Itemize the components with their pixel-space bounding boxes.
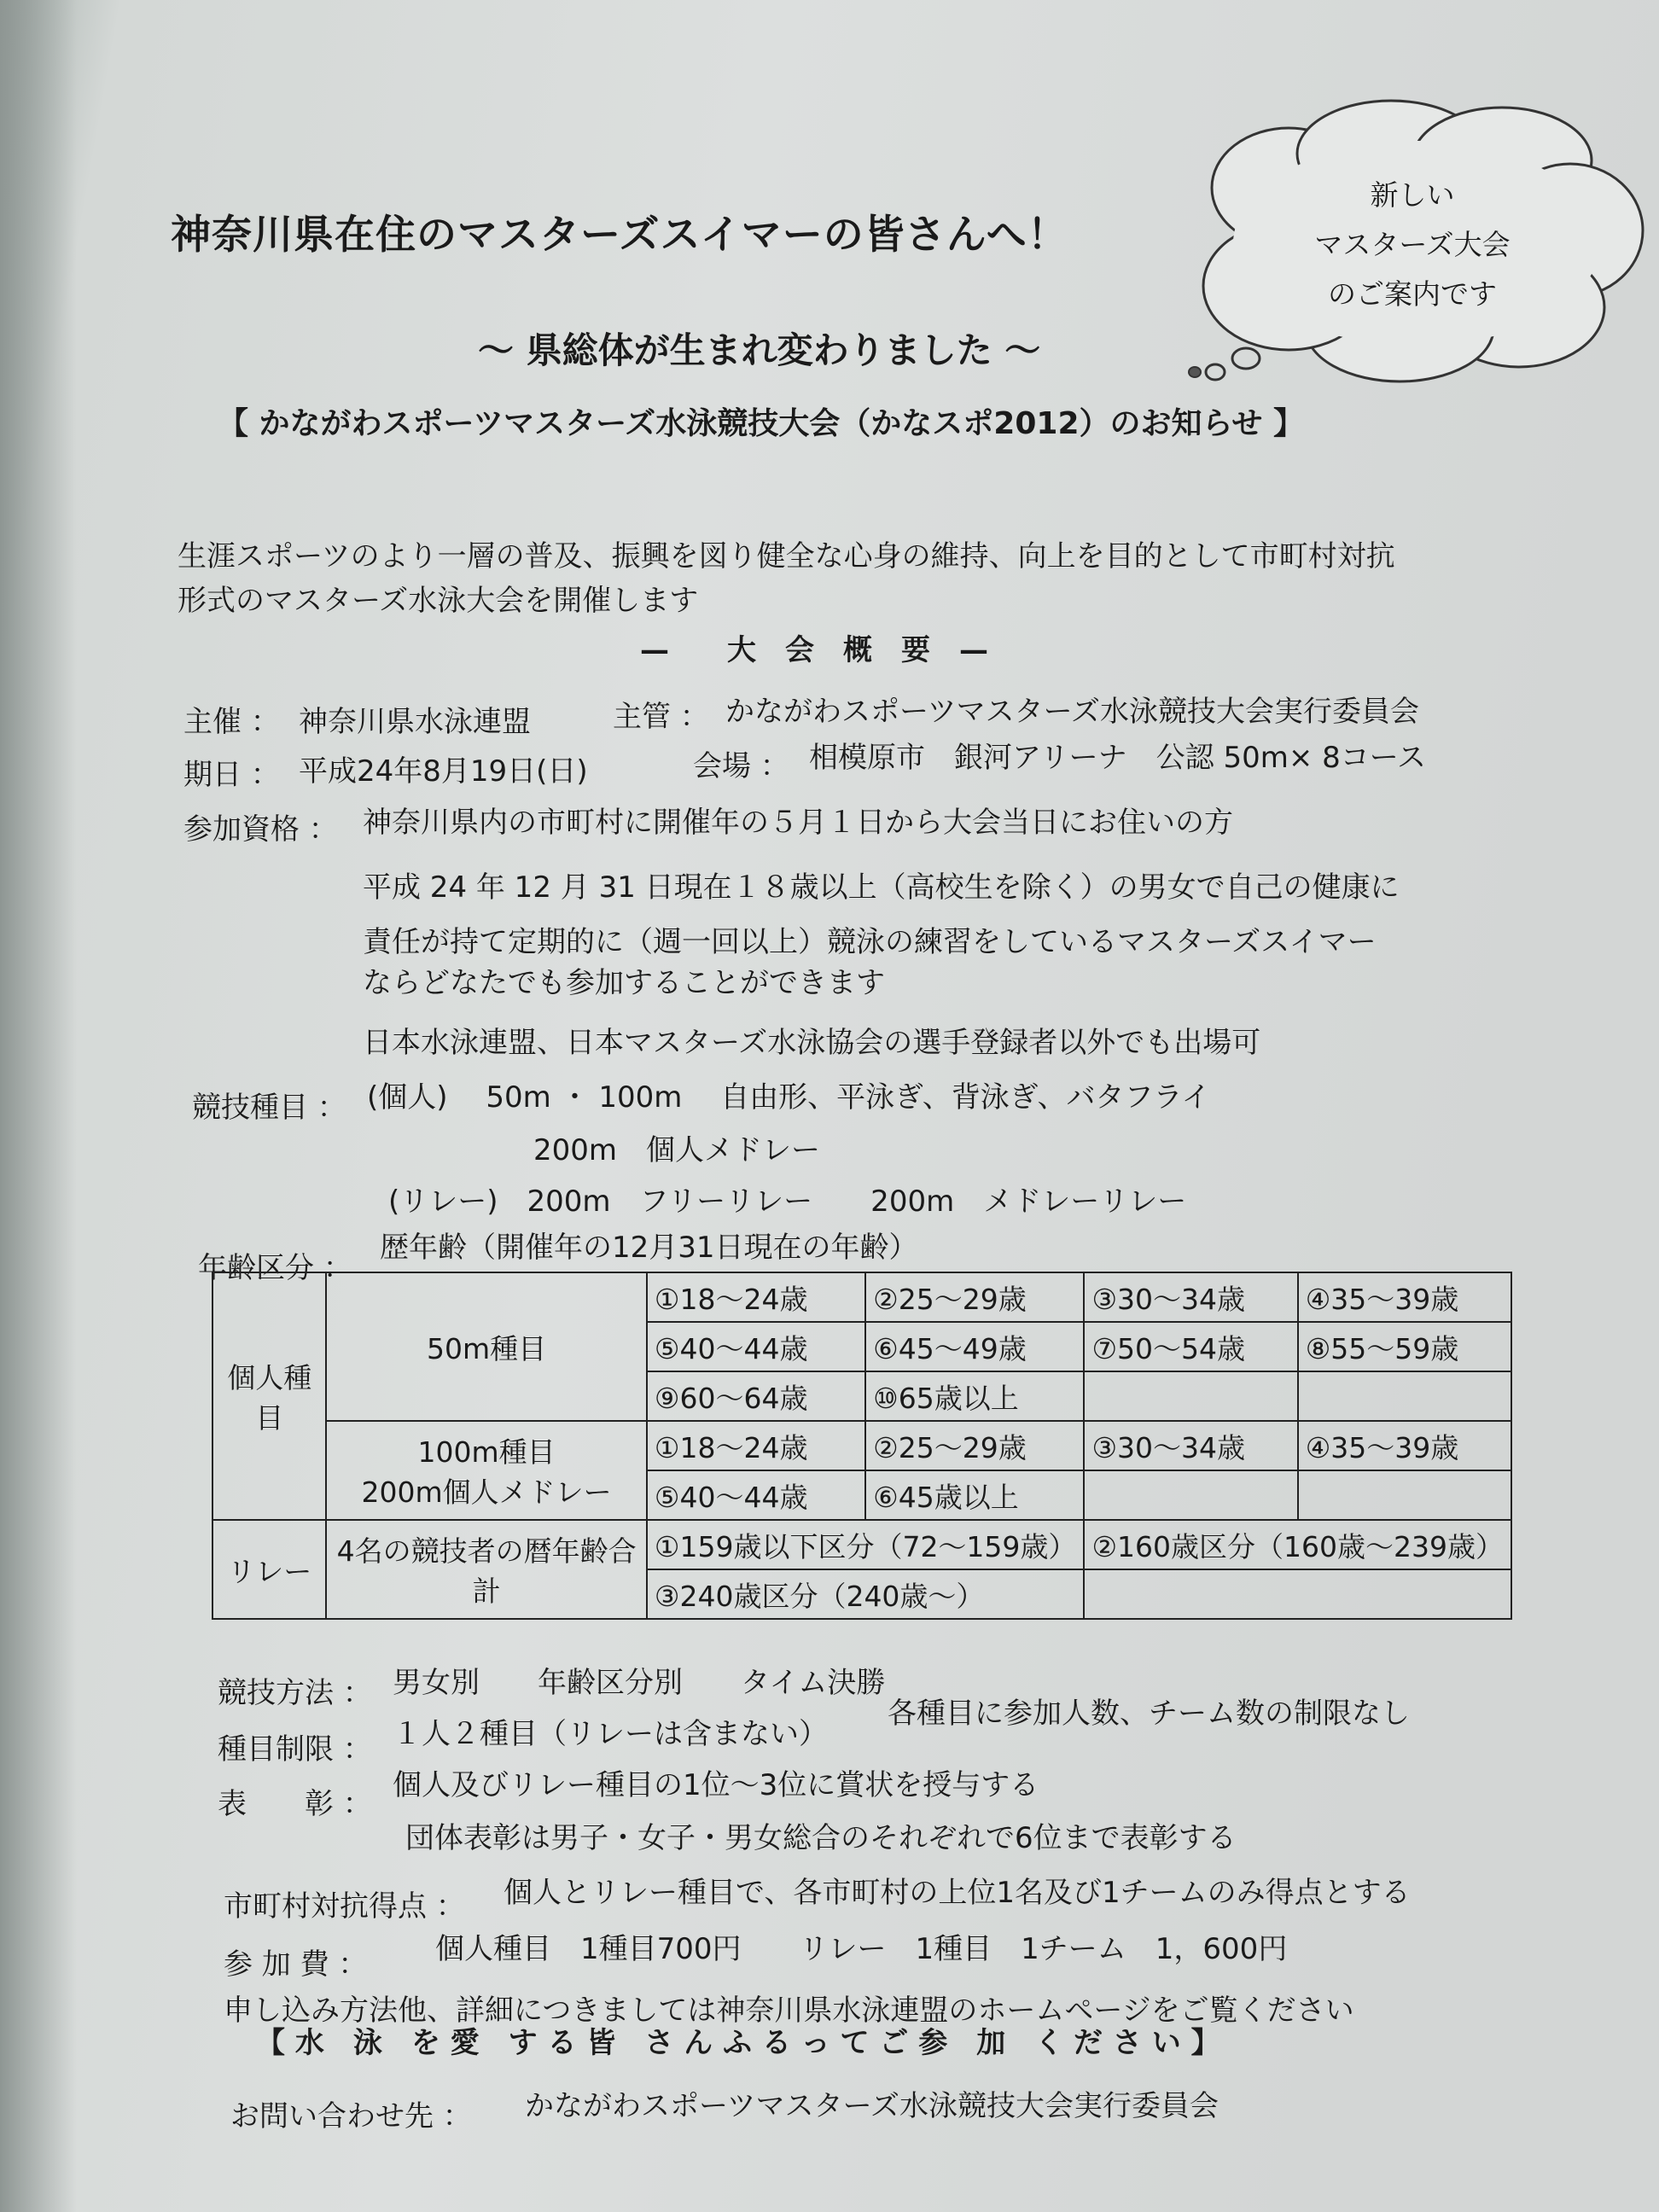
row-100m-label-1: 100m種目 (417, 1435, 556, 1469)
sponsor-value: 神奈川県水泳連盟 (299, 705, 531, 739)
limit-value: １人２種目（リレーは含まない） (393, 1717, 828, 1751)
apply-info: 申し込み方法他、詳細につきましては神奈川県水泳連盟のホームページをご覧ください (224, 1994, 1354, 2028)
age-cell: ⑨60～64歳 (647, 1371, 865, 1421)
age-cell: ⑤40～44歳 (647, 1322, 865, 1371)
individual-label: 個人種目 (212, 1272, 326, 1520)
points-value: 個人とリレー種目で、各市町村の上位1名及び1チームのみ得点とする (504, 1876, 1411, 1910)
relay-desc: 4名の競技者の暦年齢合計 (326, 1520, 647, 1619)
row-50m-label: 50m種目 (326, 1272, 647, 1421)
contact-label: お問い合わせ先 ： (230, 2099, 472, 2133)
relay-label: リレー (212, 1520, 326, 1619)
limit-value-2: 各種目に参加人数、チーム数の制限なし (888, 1697, 1410, 1731)
age-cell-empty (1298, 1470, 1511, 1520)
age-cell: ②25～29歳 (865, 1421, 1084, 1470)
age-cell: ④35～39歳 (1298, 1421, 1511, 1470)
age-cell-empty (1084, 1371, 1297, 1421)
sponsor-label: 主催 ： (183, 705, 280, 739)
age-label: 年齢区分 ： (198, 1251, 352, 1285)
row-100m-label (326, 1421, 647, 1520)
points-label: 市町村対抗得点 ： (224, 1889, 465, 1924)
page-title: 神奈川県在住のマスターズスイマーの皆さんへ！ (171, 212, 1068, 259)
overview-heading: — 大 会 概 要 — (640, 633, 988, 667)
age-category-table (212, 1272, 1512, 1620)
events-label: 競技種目 ： (192, 1091, 346, 1125)
events-relay: (リレー) 200m フリーリレー 200m メドレーリレー (388, 1185, 1187, 1219)
age-cell: ⑦50～54歳 (1084, 1322, 1297, 1371)
organizer-value: かながわスポーツマスターズ水泳競技大会実行委員会 (725, 695, 1419, 729)
cloud-line-1: 新しい (1370, 178, 1455, 212)
age-cell: ⑥45歳以上 (865, 1470, 1084, 1520)
age-text: 歴年齢（開催年の12月31日現在の年齢） (380, 1231, 918, 1265)
eligibility-line-1: 神奈川県内の市町村に開催年の５月１日から大会当日にお住いの方 (363, 806, 1233, 840)
relay-cell: ③240歳区分（240歳～） (647, 1569, 1085, 1619)
fee-value: 個人種目 1種目700円 リレー 1種目 1チーム 1，600円 (435, 1932, 1288, 1966)
date-label: 期日 ： (183, 758, 280, 792)
venue-label: 会場 ： (693, 749, 789, 783)
date-value: 平成24年8月19日(日) (299, 754, 588, 789)
slogan: 【 水 泳 を 愛 す る 皆 さ ん ふ る っ て ご 参 加 く だ さ い 】 (256, 2026, 1220, 2060)
limit-label: 種目制限 ： (218, 1732, 372, 1767)
age-cell: ⑤40～44歳 (647, 1470, 865, 1520)
eligibility-label: 参加資格 ： (183, 812, 338, 847)
relay-cell: ①159歳以下区分（72～159歳） (647, 1520, 1085, 1569)
cloud-line-2: マスターズ大会 (1314, 228, 1511, 261)
events-individual-2: 200m 個人メドレー (533, 1133, 821, 1167)
age-cell: ③30～34歳 (1084, 1272, 1297, 1322)
intro-line-2: 形式のマスターズ水泳大会を開催します (178, 584, 699, 618)
age-cell-empty (1084, 1470, 1297, 1520)
cloud-text (1280, 171, 1545, 319)
award-label: 表 彰 ： (218, 1787, 372, 1821)
method-label: 競技方法 ： (218, 1676, 372, 1710)
venue-value: 相模原市 銀河アリーナ 公認 50m× 8コース (809, 741, 1427, 775)
fee-label: 参 加 費 ： (224, 1947, 368, 1982)
notice-heading: 【 かながわスポーツマスターズ水泳競技大会（かなスポ2012）のお知らせ 】 (218, 406, 1304, 441)
cloud-line-3: のご案内です (1328, 277, 1497, 311)
row-100m-label-2: 200m個人メドレー (361, 1476, 612, 1509)
events-individual: (個人) 50m ・ 100m 自由形、平泳ぎ、背泳ぎ、バタフライ (367, 1080, 1211, 1115)
eligibility-line-4: ならどなたでも参加することができます (363, 966, 885, 1000)
eligibility-line-2: 平成 24 年 12 月 31 日現在１８歳以上（高校生を除く）の男女で自己の健康に (363, 870, 1400, 905)
intro-line-1: 生涯スポーツのより一層の普及、振興を図り健全な心身の維持、向上を目的として市町村対抗 (178, 539, 1395, 573)
age-cell: ⑩65歳以上 (865, 1371, 1084, 1421)
contact-value: かながわスポーツマスターズ水泳競技大会実行委員会 (525, 2089, 1219, 2123)
age-cell: ④35～39歳 (1298, 1272, 1511, 1322)
table-row (212, 1421, 1511, 1470)
subtitle: ～ 県総体が生まれ変わりました ～ (478, 329, 1041, 371)
age-cell: ①18～24歳 (647, 1272, 865, 1322)
age-cell: ③30～34歳 (1084, 1421, 1297, 1470)
age-cell: ①18～24歳 (647, 1421, 865, 1470)
relay-cell-empty (1084, 1569, 1511, 1619)
relay-cell: ②160歳区分（160歳～239歳） (1084, 1520, 1511, 1569)
eligibility-line-3: 責任が持て定期的に（週一回以上）競泳の練習をしているマスターズスイマー (363, 925, 1377, 959)
award-line-1: 個人及びリレー種目の1位～3位に賞状を授与する (393, 1768, 1039, 1802)
eligibility-line-5: 日本水泳連盟、日本マスターズ水泳協会の選手登録者以外でも出場可 (363, 1026, 1261, 1060)
table-row (212, 1520, 1511, 1569)
organizer-label: 主管 ： (613, 700, 709, 734)
award-line-2: 団体表彰は男子・女子・男女総合のそれぞれで6位まで表彰する (405, 1821, 1237, 1855)
speech-cloud (1161, 94, 1656, 401)
age-cell: ②25～29歳 (865, 1272, 1084, 1322)
age-cell-empty (1298, 1371, 1511, 1421)
method-value: 男女別 年齢区分別 タイム決勝 (393, 1666, 886, 1700)
table-row (212, 1272, 1511, 1322)
age-cell: ⑥45～49歳 (865, 1322, 1084, 1371)
age-cell: ⑧55～59歳 (1298, 1322, 1511, 1371)
